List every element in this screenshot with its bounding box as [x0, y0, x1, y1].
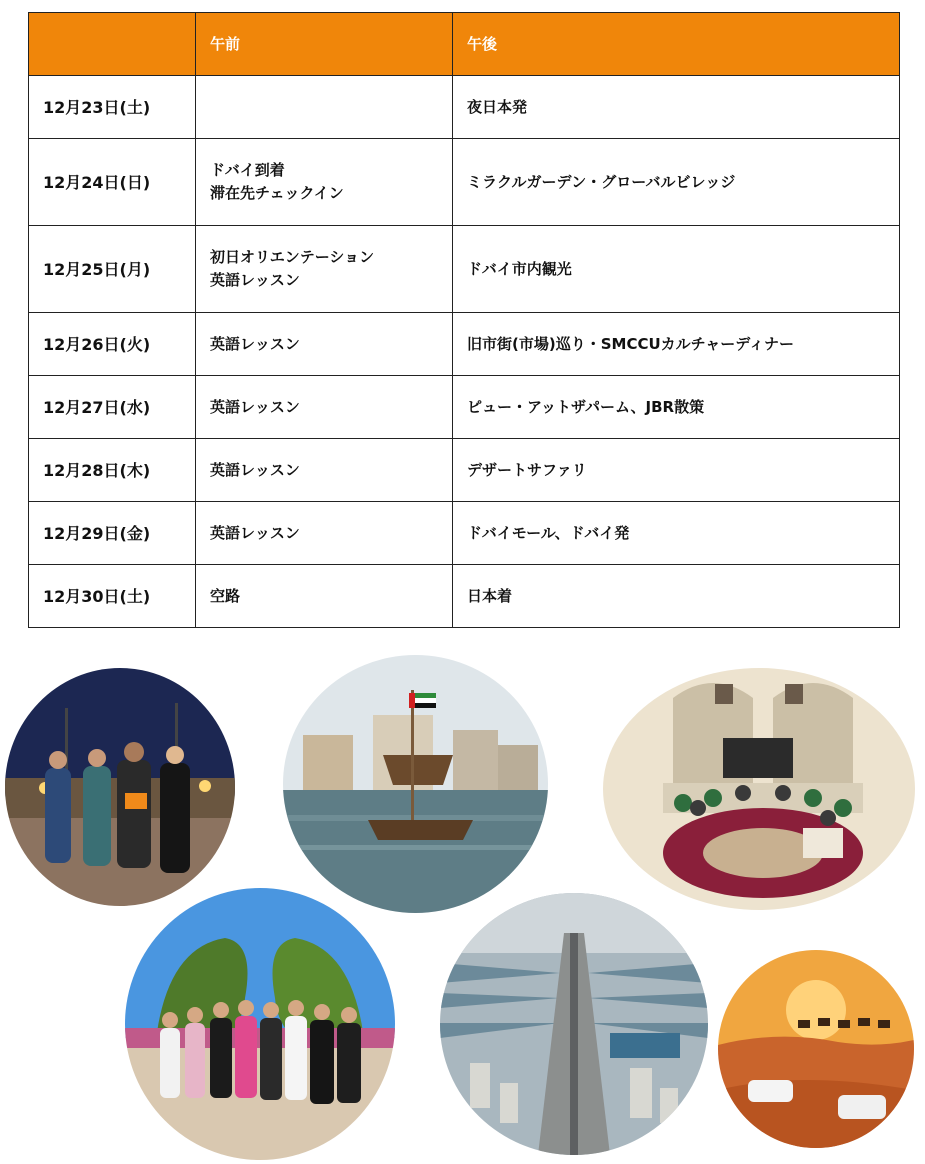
row-pm: ドバイモール、ドバイ発	[453, 502, 900, 565]
row-am	[196, 139, 453, 226]
row-am	[196, 226, 453, 313]
photo-global-village-night	[5, 668, 235, 906]
table-row	[29, 76, 900, 139]
header-pm: 午後	[453, 13, 900, 76]
schedule-header-row	[29, 13, 900, 76]
table-row	[29, 439, 900, 502]
row-pm: ドバイ市内観光	[453, 226, 900, 313]
table-row	[29, 502, 900, 565]
row-am-line: 英語レッスン	[210, 271, 300, 289]
row-pm: 日本着	[453, 565, 900, 628]
photo-palm-aerial	[440, 893, 708, 1155]
table-row	[29, 139, 900, 226]
photo-miracle-garden	[125, 888, 395, 1160]
table-row	[29, 226, 900, 313]
row-pm: ピュー・アットザパーム、JBR散策	[453, 376, 900, 439]
photo-desert-safari	[718, 950, 914, 1148]
row-date: 12月24日(日)	[29, 139, 196, 226]
header-am: 午前	[196, 13, 453, 76]
row-date: 12月29日(金)	[29, 502, 196, 565]
table-row	[29, 376, 900, 439]
photo-dubai-creek-boat	[283, 655, 548, 913]
row-date: 12月27日(水)	[29, 376, 196, 439]
photo-cultural-dinner	[603, 668, 915, 910]
table-row	[29, 565, 900, 628]
schedule-table	[28, 12, 900, 628]
row-am	[196, 76, 453, 139]
row-am: 英語レッスン	[196, 439, 453, 502]
row-pm: 旧市街(市場)巡り・SMCCUカルチャーディナー	[453, 313, 900, 376]
row-pm: 夜日本発	[453, 76, 900, 139]
row-date: 12月30日(土)	[29, 565, 196, 628]
table-row	[29, 313, 900, 376]
row-date: 12月23日(土)	[29, 76, 196, 139]
row-am: 英語レッスン	[196, 502, 453, 565]
row-am-line: 滞在先チェックイン	[210, 184, 344, 202]
header-date	[29, 13, 196, 76]
row-pm: ミラクルガーデン・グローバルビレッジ	[453, 139, 900, 226]
row-am: 英語レッスン	[196, 376, 453, 439]
row-date: 12月26日(火)	[29, 313, 196, 376]
row-am: 英語レッスン	[196, 313, 453, 376]
row-am-line: 初日オリエンテーション	[210, 248, 375, 266]
row-date: 12月28日(木)	[29, 439, 196, 502]
row-am: 空路	[196, 565, 453, 628]
row-am-line: ドバイ到着	[210, 161, 285, 179]
row-date: 12月25日(月)	[29, 226, 196, 313]
row-pm: デザートサファリ	[453, 439, 900, 502]
